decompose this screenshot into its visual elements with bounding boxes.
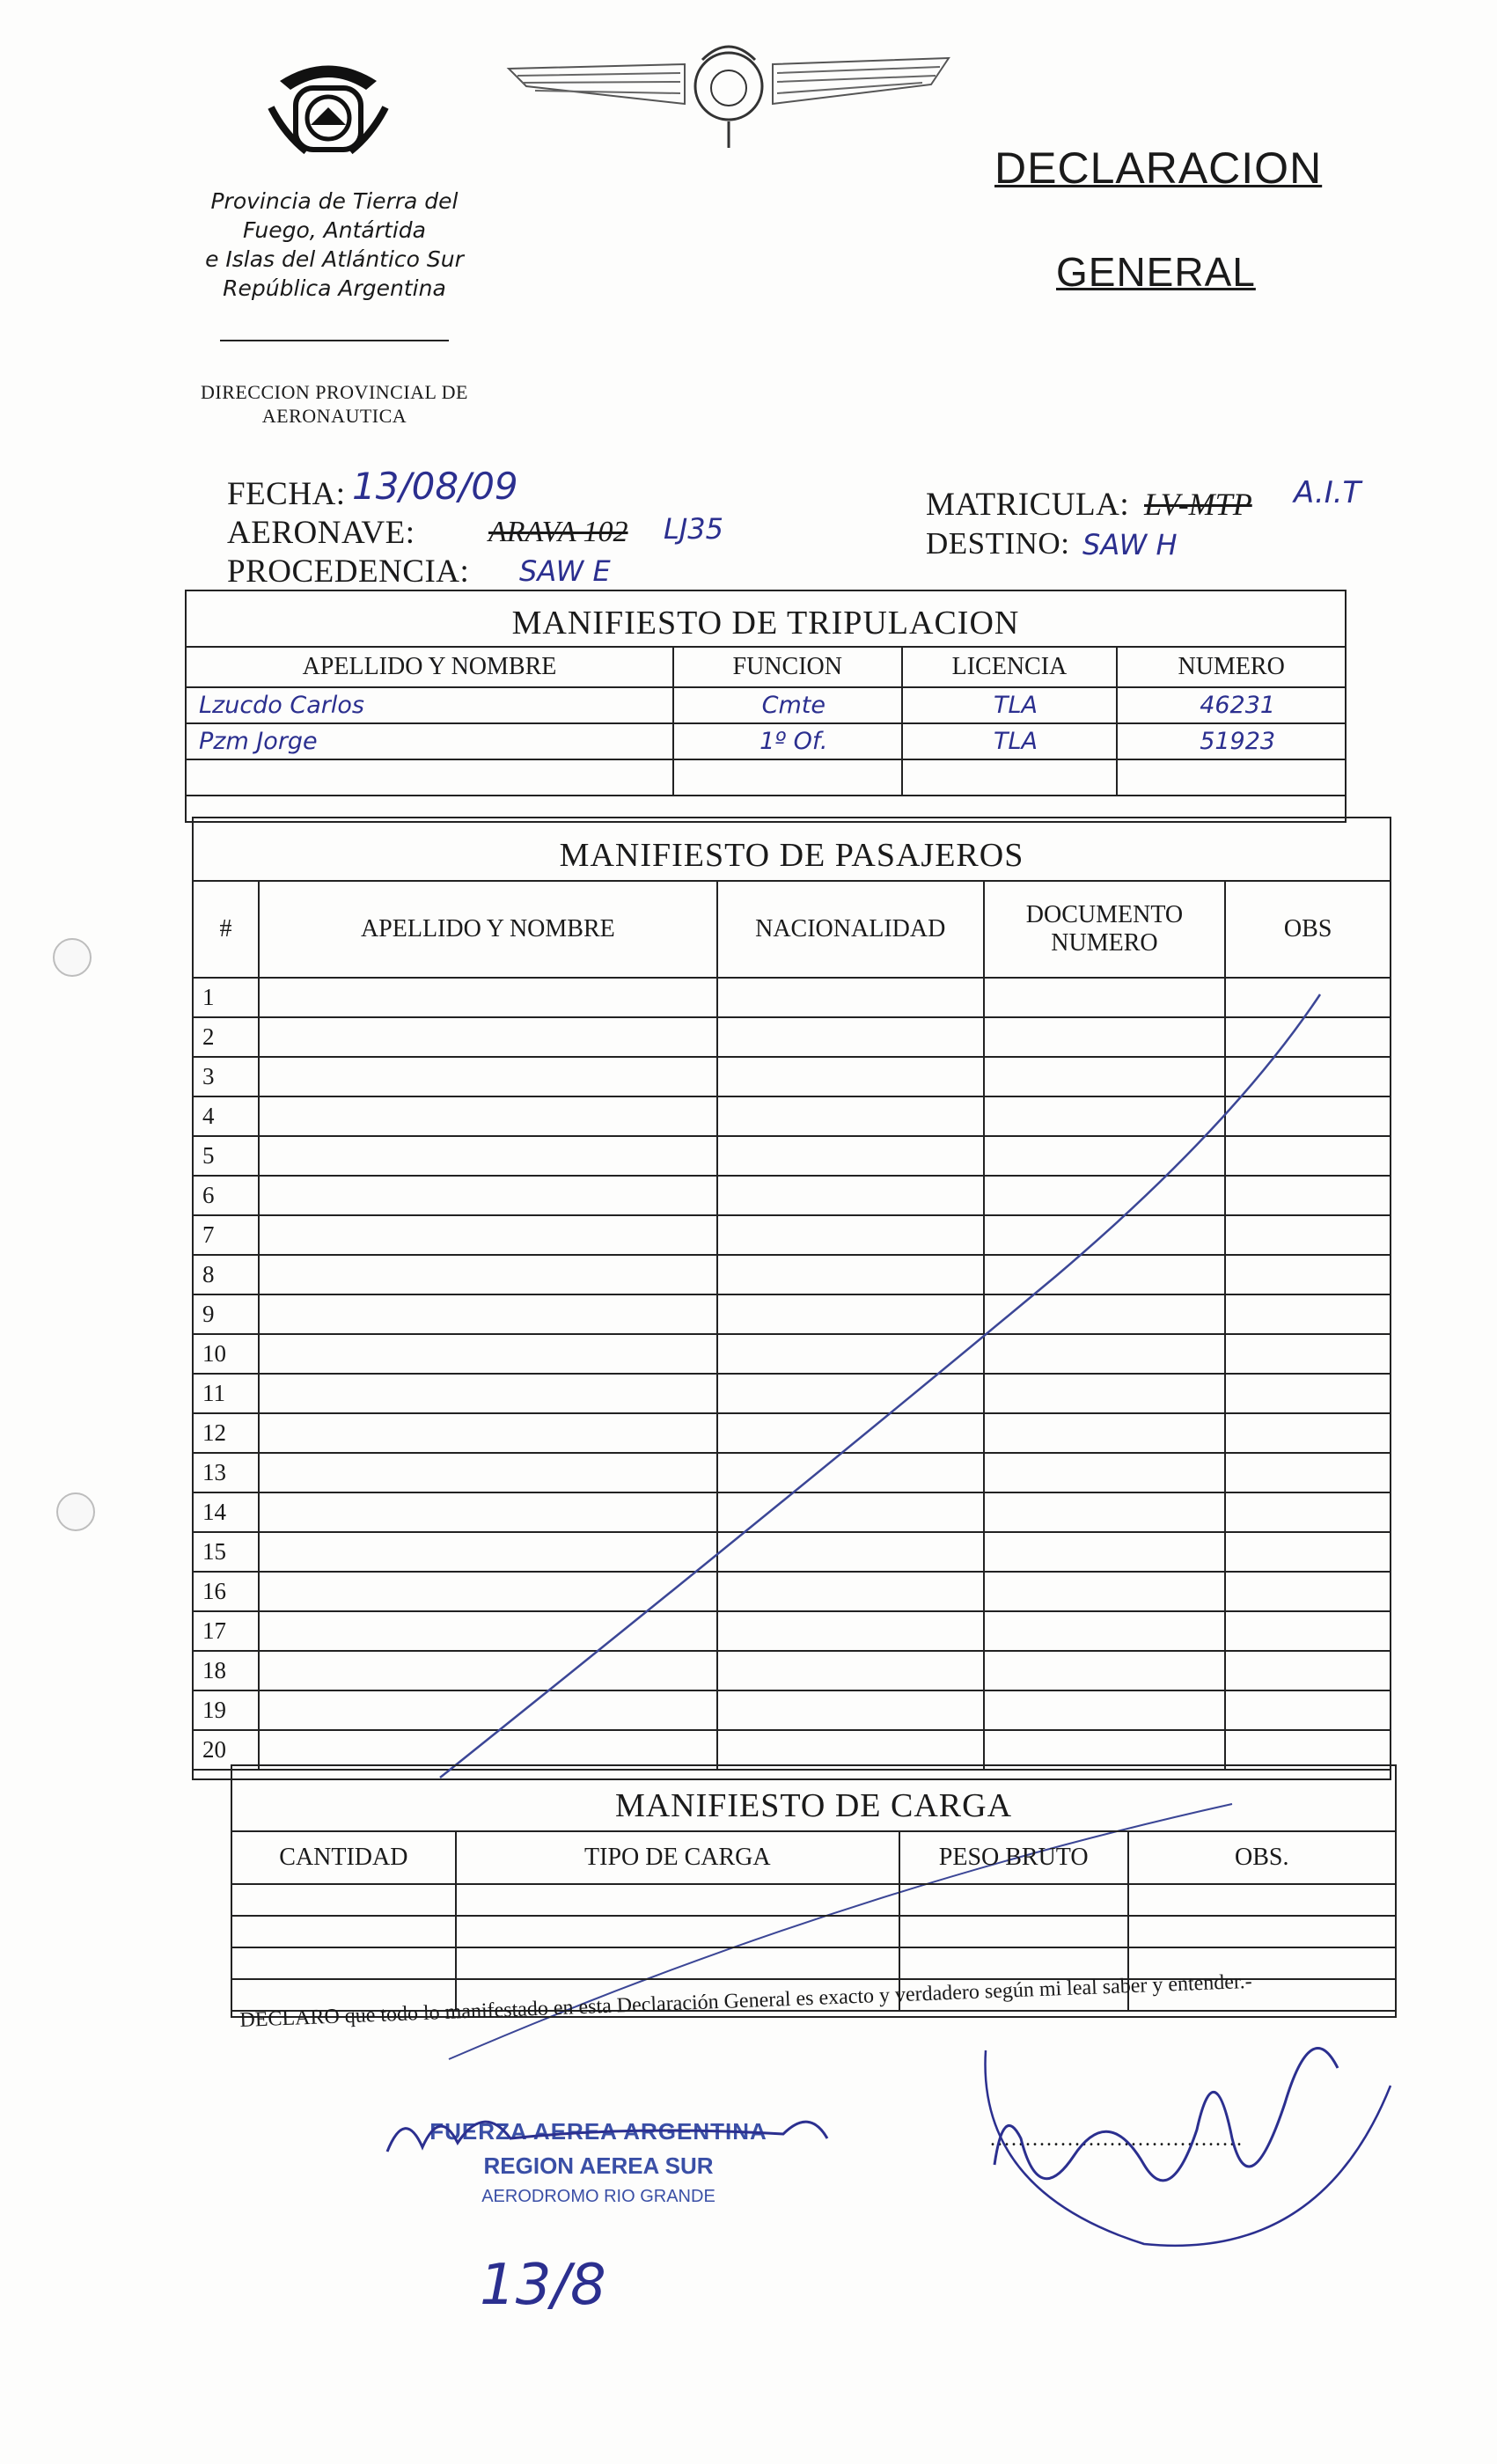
signature-line: .................................... (990, 2128, 1244, 2151)
passenger-number: 11 (193, 1374, 259, 1413)
procedencia-value: SAW E (519, 554, 611, 588)
passenger-header-number: # (193, 881, 259, 978)
passenger-header-name: APELLIDO Y NOMBRE (259, 881, 717, 978)
crew-header-number: NUMERO (1117, 647, 1346, 687)
passenger-manifest-title: MANIFIESTO DE PASAJEROS (559, 837, 1024, 874)
passenger-number: 14 (193, 1492, 259, 1532)
province-line-3: e Islas del Atlántico Sur (205, 246, 464, 272)
crew-function: Cmte (673, 687, 902, 723)
document-title-line-1: DECLARACION (994, 143, 1323, 193)
crew-manifest-title: MANIFIESTO DE TRIPULACION (511, 605, 1020, 642)
cargo-type (456, 1916, 899, 1947)
cargo-type (456, 1947, 899, 1979)
crew-name: Pzm Jorge (186, 723, 673, 759)
stamp-line-3: AERODROMO RIO GRANDE (481, 2187, 715, 2206)
crew-function: 1º Of. (673, 723, 902, 759)
passenger-number: 3 (193, 1057, 259, 1096)
handwritten-signature (968, 1874, 1408, 2253)
office-line-1: DIRECCION PROVINCIAL DE (200, 381, 468, 403)
province-line-4: República Argentina (223, 275, 446, 301)
cargo-quantity (231, 1947, 456, 1979)
stamp-line-2: REGION AEREA SUR (483, 2152, 714, 2179)
passenger-number: 2 (193, 1017, 259, 1057)
passenger-number: 10 (193, 1334, 259, 1374)
cargo-header-quantity: CANTIDAD (231, 1831, 456, 1884)
fecha-label: FECHA: (227, 476, 346, 512)
crew-header-name: APELLIDO Y NOMBRE (186, 647, 673, 687)
crew-license: TLA (902, 723, 1118, 759)
passenger-number: 20 (193, 1730, 259, 1770)
crew-license: TLA (902, 687, 1118, 723)
crew-name: Lzucdo Carlos (186, 687, 673, 723)
passenger-number: 9 (193, 1294, 259, 1334)
cargo-header-type: TIPO DE CARGA (456, 1831, 899, 1884)
cargo-header-weight: PESO BRUTO (899, 1831, 1128, 1884)
passenger-number: 6 (193, 1176, 259, 1215)
province-line-2: Fuego, Antártida (243, 217, 426, 243)
crew-header-function: FUNCION (673, 647, 902, 687)
cargo-manifest-title: MANIFIESTO DE CARGA (614, 1787, 1013, 1824)
passenger-number: 15 (193, 1532, 259, 1572)
crew-number: 51923 (1117, 723, 1346, 759)
aeronave-value: LJ35 (664, 512, 723, 546)
document-title-line-2: GENERAL (1056, 249, 1256, 295)
destino-value: SAW H (1082, 528, 1178, 561)
aeronave-label: AERONAVE: (227, 515, 415, 551)
fecha-value: 13/08/09 (352, 465, 518, 508)
cargo-quantity (231, 1916, 456, 1947)
cargo-type (456, 1884, 899, 1916)
declaration-statement: DECLARO que todo lo manifestado en esta Declaración General es exacto y verdadero según mi leal saber y entender.- (239, 1969, 1253, 2032)
aeronave-printed: ARAVA 102 (488, 516, 628, 548)
passenger-header-document: DOCUMENTO NUMERO (984, 881, 1226, 978)
passenger-number: 13 (193, 1453, 259, 1492)
province-line-1: Provincia de Tierra del (210, 188, 459, 214)
passenger-number: 16 (193, 1572, 259, 1611)
crew-header-license: LICENCIA (902, 647, 1118, 687)
procedencia-label: PROCEDENCIA: (227, 554, 470, 590)
passenger-number: 8 (193, 1255, 259, 1294)
passenger-number: 19 (193, 1690, 259, 1730)
cargo-quantity (231, 1884, 456, 1916)
matricula-printed: LV-MTP (1144, 487, 1252, 522)
matricula-label: MATRICULA: (926, 487, 1130, 523)
office-line-2: AERONAUTICA (261, 405, 407, 427)
passenger-number: 7 (193, 1215, 259, 1255)
cargo-header-obs: OBS. (1128, 1831, 1396, 1884)
passenger-number: 12 (193, 1413, 259, 1453)
stamp-date: 13/8 (480, 2253, 606, 2318)
passenger-header-nationality: NACIONALIDAD (717, 881, 984, 978)
passenger-number: 1 (193, 978, 259, 1017)
passenger-number: 18 (193, 1651, 259, 1690)
stamp-line-1: FUERZA AEREA ARGENTINA (429, 2118, 767, 2145)
matricula-value: A.I.T (1294, 475, 1361, 510)
passenger-header-obs: OBS (1225, 881, 1391, 978)
crew-number: 46231 (1117, 687, 1346, 723)
passenger-number: 4 (193, 1096, 259, 1136)
stamp-signature-scribble (370, 2099, 845, 2169)
destino-label: DESTINO: (926, 526, 1070, 561)
passenger-number: 5 (193, 1136, 259, 1176)
passenger-number: 17 (193, 1611, 259, 1651)
